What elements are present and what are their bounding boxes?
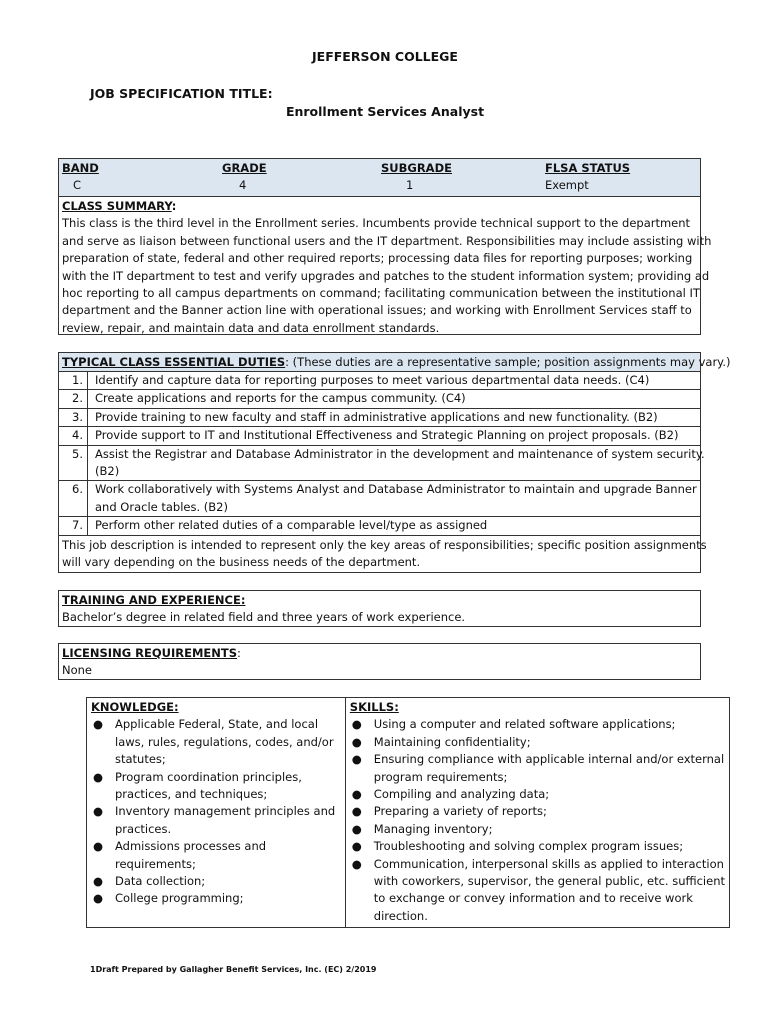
bullet-icon: ● [351, 734, 362, 749]
bullet-icon: ● [351, 821, 362, 836]
bullet-icon: ● [351, 717, 362, 732]
knowledge-column [87, 698, 346, 927]
duty-row: 6. Work collaboratively with Systems Analyst and Database Administrator to maintain and upgrade Banner and Oracle tables. (B2) [59, 481, 700, 517]
knowledge-item: ● Data collection; [91, 873, 341, 890]
licensing-box: LICENSING REQUIREMENTS: None [58, 643, 701, 680]
subgrade-value: 1 [406, 178, 414, 192]
bullet-icon: ● [93, 717, 104, 732]
bullet-icon: ● [93, 769, 104, 784]
duties-box [58, 352, 731, 573]
class-summary-line: with the IT department to test and verify upgrades and patches to the student information system; providing ad [62, 268, 710, 283]
bullet-icon: ● [351, 856, 362, 871]
class-summary-line: This class is the third level in the Enrollment series. Incumbents provide technical support to the department [62, 216, 691, 231]
duties-note: : (These duties are a representative sample; position assignments may vary.) [285, 355, 731, 369]
duties-header [59, 353, 731, 372]
class-summary-line: review, repair, and maintain data and data enrollment standards. [62, 320, 440, 335]
skills-label: SKILLS: [349, 700, 399, 714]
duty-row: 4. Provide support to IT and Institutional Effectiveness and Strategic Planning on project proposals. (B2) [59, 427, 700, 445]
duties-footer: This job description is intended to represent only the key areas of responsibilities; specific position assignments will vary depending on the business needs of the department. [62, 537, 707, 570]
subgrade-label: SUBGRADE [381, 161, 452, 175]
bullet-icon: ● [351, 804, 362, 819]
duty-row: 5. Assist the Registrar and Database Administrator in the development and maintenance of system security. (B2) [59, 446, 700, 482]
knowledge-item: ● Applicable Federal, State, and local laws, rules, regulations, codes, and/or statutes; [91, 716, 341, 768]
skill-item: ● Managing inventory; [350, 821, 725, 838]
bullet-icon: ● [351, 752, 362, 767]
bullet-icon: ● [93, 874, 104, 889]
bullet-icon: ● [93, 804, 104, 819]
knowledge-item: ● College programming; [91, 890, 341, 907]
bullet-icon: ● [93, 839, 104, 854]
class-summary-line: department and the Banner action line with operational issues; and working with Enrollment Services staff to [62, 303, 692, 318]
classification-box [58, 158, 712, 335]
class-summary-label: CLASS SUMMARY [62, 199, 172, 213]
licensing-label: LICENSING REQUIREMENTS [62, 646, 238, 660]
licensing-text: None [62, 663, 93, 678]
bullet-icon: ● [93, 891, 104, 906]
knowledge-skills-box [86, 697, 730, 928]
duty-row: 7. Perform other related duties of a comparable level/type as assigned [59, 517, 700, 535]
class-summary: CLASS SUMMARY: This class is the third level in the Enrollment series. Incumbents provide technical support to the department and serve as liaison between functional users and the IT department. Responsibilities may include assisting with preparation of state, federal and other required reports; processing data files for reporting purposes; working with the IT department to test and verify upgrades and patches to the student information system; providing ad hoc reporting to all campus departments on command; facilitating communication between the institutional IT department and the Banner action line with operational issues; and working with Enrollment Services staff to review, repair, and maintain data and data enrollment standards. [59, 197, 700, 337]
flsa-status-value: Exempt [545, 178, 589, 192]
skill-item: ● Compiling and analyzing data; [350, 786, 725, 803]
job-spec-label: JOB SPECIFICATION TITLE: [90, 86, 273, 101]
skill-item: ● Using a computer and related software applications; [350, 716, 725, 733]
duty-row: 1. Identify and capture data for reporting purposes to meet various departmental data needs. (C4) [59, 372, 700, 390]
bullet-icon: ● [351, 787, 362, 802]
training-box [58, 590, 701, 627]
grade-value: 4 [239, 178, 247, 192]
class-summary-line: hoc reporting to all campus departments on command; facilitating communication between the institutional IT [62, 286, 700, 301]
knowledge-item: ● Admissions processes and requirements; [91, 838, 341, 873]
skill-item: ● Maintaining confidentiality; [350, 734, 725, 751]
skill-item: ● Troubleshooting and solving complex program issues; [350, 838, 725, 855]
class-summary-line: and serve as liaison between functional users and the IT department. Responsibilities may include assisting with [62, 233, 712, 248]
college-name: JEFFERSON COLLEGE [312, 49, 458, 64]
skill-item: ● Ensuring compliance with applicable internal and/or external program requirements; [350, 751, 725, 786]
skill-item: ● Communication, interpersonal skills as applied to interaction with coworkers, supervisor, the general public, etc. sufficient to exchange or convey information and to receive work direction. [350, 856, 725, 926]
training-label: TRAINING AND EXPERIENCE: [62, 593, 246, 607]
skills-column [346, 698, 729, 927]
band-value: C [73, 178, 82, 192]
knowledge-label: KNOWLEDGE: [91, 700, 179, 714]
band-header [59, 159, 700, 197]
grade-label: GRADE [222, 161, 267, 175]
training-text: Bachelor’s degree in related field and three years of work experience. [62, 610, 466, 625]
duties-label: TYPICAL CLASS ESSENTIAL DUTIES [62, 355, 286, 369]
duty-row: 2. Create applications and reports for the campus community. (C4) [59, 390, 700, 408]
footer-note: 1Draft Prepared by Gallagher Benefit Services, Inc. (EC) 2/2019 [90, 965, 377, 974]
duty-row: 3. Provide training to new faculty and staff in administrative applications and new functionality. (B2) [59, 409, 700, 427]
knowledge-item: ● Inventory management principles and practices. [91, 803, 341, 838]
flsa-status-label: FLSA STATUS [545, 161, 631, 175]
bullet-icon: ● [351, 839, 362, 854]
skill-item: ● Preparing a variety of reports; [350, 803, 725, 820]
band-label: BAND [62, 161, 99, 175]
knowledge-item: ● Program coordination principles, practices, and techniques; [91, 769, 341, 804]
class-summary-line: preparation of state, federal and other required reports; processing data files for reporting purposes; working [62, 251, 693, 266]
job-title: Enrollment Services Analyst [285, 104, 485, 119]
